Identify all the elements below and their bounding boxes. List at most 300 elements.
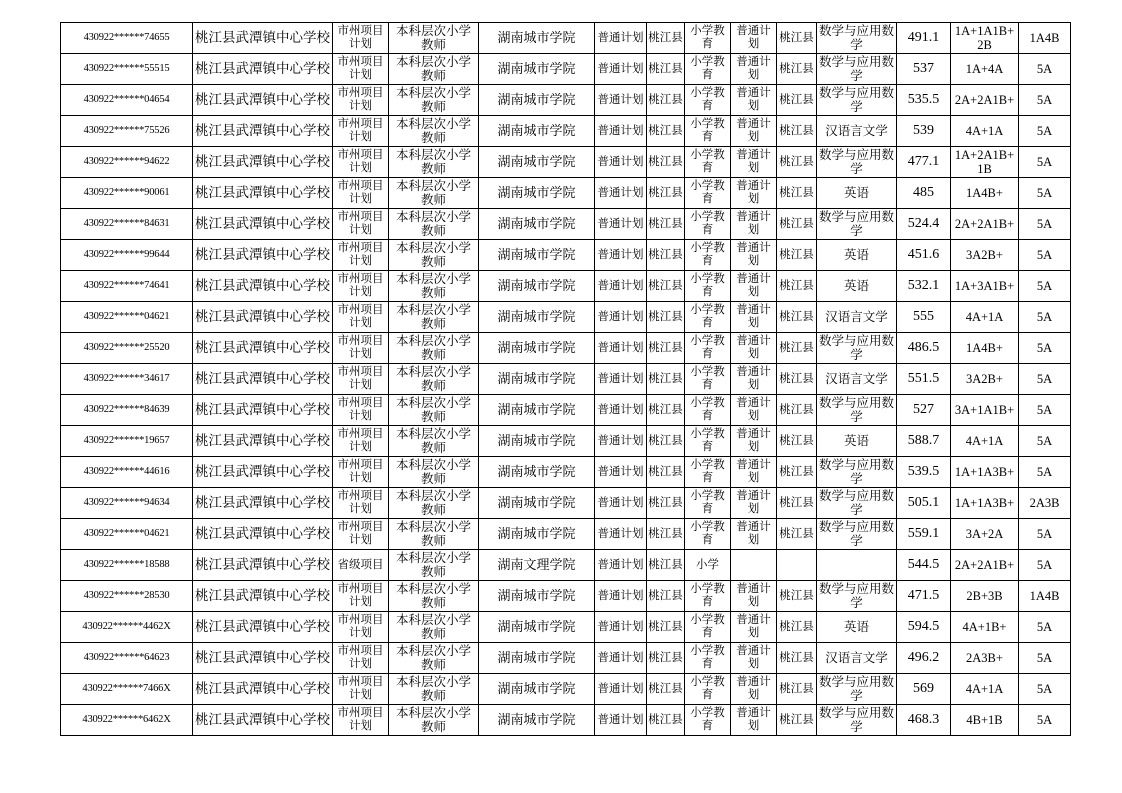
cell-training-level: 本科层次小学教师 [389,457,479,488]
cell-preference-code-2: 2A3B [1019,488,1071,519]
cell-score: 486.5 [897,333,951,364]
cell-preference-code-2: 5A [1019,457,1071,488]
cell-graduating-school: 桃江县武潭镇中心学校 [193,333,333,364]
cell-school-stage: 小学教育 [685,271,731,302]
cell-target-county: 桃江县 [647,209,685,240]
cell-major: 数学与应用数学 [817,581,897,612]
cell-score: 569 [897,674,951,705]
table-row [61,550,1071,581]
cell-plan-category: 市州项目计划 [333,581,389,612]
cell-plan-type: 普通计划 [731,333,777,364]
cell-plan-category: 市州项目计划 [333,364,389,395]
cell-school-stage: 小学教育 [685,612,731,643]
cell-graduating-school: 桃江县武潭镇中心学校 [193,395,333,426]
cell-school-stage: 小学教育 [685,240,731,271]
cell-preference-code-1: 4A+1A [951,426,1019,457]
cell-preference-code-1: 2A+2A1B+ [951,85,1019,116]
cell-plan-type: 普通计划 [731,54,777,85]
table-row [61,581,1071,612]
cell-plan-nature: 普通计划 [595,85,647,116]
cell-candidate-id: 430922******4462X [61,612,193,643]
cell-candidate-id: 430922******94634 [61,488,193,519]
cell-score: 535.5 [897,85,951,116]
table-row [61,54,1071,85]
cell-employment-county: 桃江县 [777,705,817,736]
cell-school-stage: 小学教育 [685,457,731,488]
cell-school-stage: 小学教育 [685,85,731,116]
cell-candidate-id: 430922******75526 [61,116,193,147]
cell-graduating-school: 桃江县武潭镇中心学校 [193,364,333,395]
cell-preference-code-1: 2B+3B [951,581,1019,612]
cell-school-stage: 小学教育 [685,23,731,54]
cell-employment-county: 桃江县 [777,674,817,705]
cell-graduating-school: 桃江县武潭镇中心学校 [193,178,333,209]
cell-plan-nature: 普通计划 [595,302,647,333]
cell-preference-code-2: 5A [1019,85,1071,116]
cell-graduating-school: 桃江县武潭镇中心学校 [193,209,333,240]
cell-target-county: 桃江县 [647,85,685,116]
cell-school-stage: 小学 [685,550,731,581]
cell-plan-nature: 普通计划 [595,333,647,364]
cell-plan-nature: 普通计划 [595,23,647,54]
cell-training-university: 湖南城市学院 [479,395,595,426]
cell-graduating-school: 桃江县武潭镇中心学校 [193,147,333,178]
cell-training-university: 湖南城市学院 [479,302,595,333]
cell-plan-category: 省级项目 [333,550,389,581]
cell-score: 524.4 [897,209,951,240]
cell-school-stage: 小学教育 [685,581,731,612]
cell-plan-nature: 普通计划 [595,116,647,147]
table-row [61,643,1071,674]
cell-employment-county: 桃江县 [777,240,817,271]
cell-school-stage: 小学教育 [685,147,731,178]
cell-plan-category: 市州项目计划 [333,116,389,147]
cell-preference-code-2: 5A [1019,612,1071,643]
cell-score: 496.2 [897,643,951,674]
cell-employment-county: 桃江县 [777,488,817,519]
cell-target-county: 桃江县 [647,519,685,550]
cell-preference-code-1: 2A+2A1B+ [951,209,1019,240]
cell-training-university: 湖南城市学院 [479,581,595,612]
cell-plan-nature: 普通计划 [595,550,647,581]
cell-major: 数学与应用数学 [817,674,897,705]
cell-employment-county: 桃江县 [777,178,817,209]
cell-training-level: 本科层次小学教师 [389,395,479,426]
cell-preference-code-1: 4A+1B+ [951,612,1019,643]
cell-training-level: 本科层次小学教师 [389,705,479,736]
cell-target-county: 桃江县 [647,581,685,612]
cell-score: 477.1 [897,147,951,178]
cell-major: 英语 [817,271,897,302]
cell-employment-county: 桃江县 [777,581,817,612]
cell-plan-nature: 普通计划 [595,240,647,271]
cell-candidate-id: 430922******94622 [61,147,193,178]
cell-graduating-school: 桃江县武潭镇中心学校 [193,674,333,705]
cell-plan-type: 普通计划 [731,178,777,209]
cell-plan-nature: 普通计划 [595,643,647,674]
cell-score: 451.6 [897,240,951,271]
table-row [61,85,1071,116]
cell-plan-category: 市州项目计划 [333,209,389,240]
cell-plan-type: 普通计划 [731,395,777,426]
cell-plan-type: 普通计划 [731,147,777,178]
table-row [61,240,1071,271]
cell-employment-county: 桃江县 [777,116,817,147]
cell-preference-code-1: 1A+1A3B+ [951,457,1019,488]
cell-plan-nature: 普通计划 [595,147,647,178]
cell-score: 544.5 [897,550,951,581]
cell-major: 英语 [817,612,897,643]
cell-plan-nature: 普通计划 [595,271,647,302]
cell-training-level: 本科层次小学教师 [389,147,479,178]
cell-plan-type [731,550,777,581]
cell-preference-code-2: 1A4B [1019,581,1071,612]
cell-employment-county: 桃江县 [777,147,817,178]
table-row [61,674,1071,705]
cell-major [817,550,897,581]
cell-candidate-id: 430922******28530 [61,581,193,612]
cell-plan-type: 普通计划 [731,488,777,519]
cell-preference-code-1: 1A4B+ [951,178,1019,209]
cell-plan-type: 普通计划 [731,426,777,457]
cell-employment-county: 桃江县 [777,643,817,674]
cell-training-level: 本科层次小学教师 [389,364,479,395]
cell-employment-county: 桃江县 [777,302,817,333]
cell-major: 数学与应用数学 [817,457,897,488]
cell-school-stage: 小学教育 [685,643,731,674]
cell-employment-county: 桃江县 [777,364,817,395]
cell-training-university: 湖南城市学院 [479,85,595,116]
cell-plan-category: 市州项目计划 [333,147,389,178]
table-row [61,519,1071,550]
cell-graduating-school: 桃江县武潭镇中心学校 [193,240,333,271]
cell-major: 英语 [817,240,897,271]
cell-employment-county: 桃江县 [777,457,817,488]
cell-score: 485 [897,178,951,209]
cell-plan-nature: 普通计划 [595,519,647,550]
cell-preference-code-1: 1A+4A [951,54,1019,85]
cell-employment-county: 桃江县 [777,426,817,457]
cell-training-university: 湖南城市学院 [479,457,595,488]
cell-plan-category: 市州项目计划 [333,85,389,116]
cell-training-level: 本科层次小学教师 [389,23,479,54]
cell-score: 532.1 [897,271,951,302]
cell-candidate-id: 430922******6462X [61,705,193,736]
cell-training-university: 湖南城市学院 [479,705,595,736]
cell-plan-category: 市州项目计划 [333,178,389,209]
cell-plan-nature: 普通计划 [595,426,647,457]
cell-preference-code-2: 5A [1019,271,1071,302]
cell-plan-category: 市州项目计划 [333,302,389,333]
cell-plan-nature: 普通计划 [595,581,647,612]
cell-graduating-school: 桃江县武潭镇中心学校 [193,426,333,457]
cell-preference-code-2: 5A [1019,240,1071,271]
cell-target-county: 桃江县 [647,364,685,395]
cell-score: 555 [897,302,951,333]
cell-training-level: 本科层次小学教师 [389,116,479,147]
cell-candidate-id: 430922******04621 [61,302,193,333]
cell-candidate-id: 430922******25520 [61,333,193,364]
cell-employment-county: 桃江县 [777,333,817,364]
table-row [61,209,1071,240]
cell-preference-code-2: 5A [1019,519,1071,550]
cell-preference-code-1: 4A+1A [951,674,1019,705]
cell-target-county: 桃江县 [647,54,685,85]
cell-candidate-id: 430922******34617 [61,364,193,395]
cell-graduating-school: 桃江县武潭镇中心学校 [193,457,333,488]
table-row [61,302,1071,333]
cell-training-level: 本科层次小学教师 [389,643,479,674]
cell-target-county: 桃江县 [647,116,685,147]
cell-employment-county: 桃江县 [777,271,817,302]
cell-plan-nature: 普通计划 [595,178,647,209]
cell-training-level: 本科层次小学教师 [389,519,479,550]
cell-school-stage: 小学教育 [685,302,731,333]
cell-graduating-school: 桃江县武潭镇中心学校 [193,519,333,550]
cell-preference-code-1: 4A+1A [951,116,1019,147]
cell-training-university: 湖南城市学院 [479,426,595,457]
cell-plan-category: 市州项目计划 [333,457,389,488]
cell-major: 数学与应用数学 [817,705,897,736]
cell-plan-type: 普通计划 [731,457,777,488]
cell-training-level: 本科层次小学教师 [389,302,479,333]
table-row [61,395,1071,426]
table-row [61,364,1071,395]
cell-preference-code-1: 3A+1A1B+ [951,395,1019,426]
table-row [61,457,1071,488]
cell-preference-code-1: 1A+2A1B+1B [951,147,1019,178]
cell-candidate-id: 430922******04621 [61,519,193,550]
cell-training-level: 本科层次小学教师 [389,178,479,209]
cell-preference-code-1: 4B+1B [951,705,1019,736]
cell-training-university: 湖南城市学院 [479,54,595,85]
cell-score: 594.5 [897,612,951,643]
cell-major: 数学与应用数学 [817,488,897,519]
cell-preference-code-2: 5A [1019,395,1071,426]
cell-training-level: 本科层次小学教师 [389,488,479,519]
cell-school-stage: 小学教育 [685,519,731,550]
cell-plan-category: 市州项目计划 [333,705,389,736]
cell-preference-code-1: 1A+1A3B+ [951,488,1019,519]
cell-plan-type: 普通计划 [731,23,777,54]
cell-training-university: 湖南城市学院 [479,674,595,705]
cell-candidate-id: 430922******04654 [61,85,193,116]
cell-training-level: 本科层次小学教师 [389,612,479,643]
table-row [61,426,1071,457]
cell-plan-nature: 普通计划 [595,705,647,736]
cell-target-county: 桃江县 [647,705,685,736]
cell-training-level: 本科层次小学教师 [389,581,479,612]
cell-plan-category: 市州项目计划 [333,23,389,54]
cell-plan-nature: 普通计划 [595,612,647,643]
cell-preference-code-1: 3A+2A [951,519,1019,550]
cell-plan-type: 普通计划 [731,116,777,147]
cell-target-county: 桃江县 [647,457,685,488]
cell-major: 数学与应用数学 [817,54,897,85]
cell-school-stage: 小学教育 [685,364,731,395]
cell-plan-type: 普通计划 [731,240,777,271]
cell-target-county: 桃江县 [647,395,685,426]
cell-plan-type: 普通计划 [731,209,777,240]
cell-plan-nature: 普通计划 [595,54,647,85]
table-row [61,705,1071,736]
cell-training-level: 本科层次小学教师 [389,333,479,364]
cell-plan-category: 市州项目计划 [333,54,389,85]
cell-target-county: 桃江县 [647,147,685,178]
cell-graduating-school: 桃江县武潭镇中心学校 [193,23,333,54]
cell-preference-code-2: 5A [1019,643,1071,674]
cell-employment-county: 桃江县 [777,85,817,116]
cell-graduating-school: 桃江县武潭镇中心学校 [193,550,333,581]
cell-employment-county: 桃江县 [777,395,817,426]
cell-preference-code-2: 5A [1019,147,1071,178]
cell-training-level: 本科层次小学教师 [389,209,479,240]
cell-candidate-id: 430922******55515 [61,54,193,85]
cell-training-university: 湖南文理学院 [479,550,595,581]
cell-training-university: 湖南城市学院 [479,178,595,209]
cell-score: 505.1 [897,488,951,519]
cell-major: 英语 [817,178,897,209]
cell-target-county: 桃江县 [647,643,685,674]
cell-score: 527 [897,395,951,426]
cell-plan-category: 市州项目计划 [333,519,389,550]
cell-plan-category: 市州项目计划 [333,674,389,705]
cell-plan-type: 普通计划 [731,302,777,333]
cell-training-university: 湖南城市学院 [479,519,595,550]
cell-plan-type: 普通计划 [731,705,777,736]
cell-major: 数学与应用数学 [817,333,897,364]
cell-school-stage: 小学教育 [685,333,731,364]
cell-preference-code-2: 5A [1019,364,1071,395]
cell-school-stage: 小学教育 [685,705,731,736]
cell-score: 537 [897,54,951,85]
cell-target-county: 桃江县 [647,178,685,209]
cell-training-university: 湖南城市学院 [479,612,595,643]
cell-preference-code-2: 5A [1019,178,1071,209]
cell-major: 数学与应用数学 [817,85,897,116]
cell-preference-code-2: 1A4B [1019,23,1071,54]
cell-school-stage: 小学教育 [685,426,731,457]
cell-plan-category: 市州项目计划 [333,271,389,302]
cell-graduating-school: 桃江县武潭镇中心学校 [193,54,333,85]
cell-training-university: 湖南城市学院 [479,364,595,395]
cell-training-level: 本科层次小学教师 [389,85,479,116]
cell-graduating-school: 桃江县武潭镇中心学校 [193,705,333,736]
cell-score: 539.5 [897,457,951,488]
cell-target-county: 桃江县 [647,23,685,54]
cell-target-county: 桃江县 [647,426,685,457]
cell-plan-type: 普通计划 [731,581,777,612]
cell-target-county: 桃江县 [647,488,685,519]
cell-target-county: 桃江县 [647,612,685,643]
cell-preference-code-2: 5A [1019,550,1071,581]
cell-plan-type: 普通计划 [731,643,777,674]
cell-candidate-id: 430922******84631 [61,209,193,240]
cell-target-county: 桃江县 [647,550,685,581]
cell-graduating-school: 桃江县武潭镇中心学校 [193,116,333,147]
cell-candidate-id: 430922******64623 [61,643,193,674]
cell-candidate-id: 430922******7466X [61,674,193,705]
cell-major: 数学与应用数学 [817,147,897,178]
cell-preference-code-1: 3A2B+ [951,240,1019,271]
cell-candidate-id: 430922******18588 [61,550,193,581]
cell-major: 数学与应用数学 [817,395,897,426]
cell-score: 551.5 [897,364,951,395]
cell-candidate-id: 430922******84639 [61,395,193,426]
candidate-assignment-table [60,22,1071,736]
table-row [61,23,1071,54]
cell-training-university: 湖南城市学院 [479,23,595,54]
table-row [61,612,1071,643]
cell-score: 539 [897,116,951,147]
cell-graduating-school: 桃江县武潭镇中心学校 [193,488,333,519]
cell-candidate-id: 430922******74641 [61,271,193,302]
cell-target-county: 桃江县 [647,674,685,705]
cell-target-county: 桃江县 [647,333,685,364]
cell-candidate-id: 430922******74655 [61,23,193,54]
cell-plan-nature: 普通计划 [595,457,647,488]
cell-graduating-school: 桃江县武潭镇中心学校 [193,271,333,302]
cell-preference-code-1: 4A+1A [951,302,1019,333]
cell-candidate-id: 430922******90061 [61,178,193,209]
cell-preference-code-1: 1A+3A1B+ [951,271,1019,302]
cell-preference-code-2: 5A [1019,674,1071,705]
cell-school-stage: 小学教育 [685,488,731,519]
cell-major: 汉语言文学 [817,643,897,674]
cell-training-university: 湖南城市学院 [479,333,595,364]
cell-school-stage: 小学教育 [685,178,731,209]
cell-training-university: 湖南城市学院 [479,240,595,271]
cell-plan-category: 市州项目计划 [333,240,389,271]
cell-school-stage: 小学教育 [685,395,731,426]
cell-plan-category: 市州项目计划 [333,426,389,457]
table-row [61,178,1071,209]
cell-plan-type: 普通计划 [731,85,777,116]
cell-major: 汉语言文学 [817,116,897,147]
cell-training-university: 湖南城市学院 [479,643,595,674]
cell-plan-nature: 普通计划 [595,488,647,519]
cell-preference-code-1: 1A4B+ [951,333,1019,364]
cell-school-stage: 小学教育 [685,116,731,147]
cell-employment-county: 桃江县 [777,209,817,240]
cell-preference-code-1: 3A2B+ [951,364,1019,395]
cell-major: 数学与应用数学 [817,519,897,550]
cell-preference-code-2: 5A [1019,209,1071,240]
cell-major: 汉语言文学 [817,364,897,395]
cell-plan-type: 普通计划 [731,519,777,550]
cell-plan-nature: 普通计划 [595,395,647,426]
cell-major: 英语 [817,426,897,457]
cell-target-county: 桃江县 [647,271,685,302]
cell-graduating-school: 桃江县武潭镇中心学校 [193,581,333,612]
cell-school-stage: 小学教育 [685,674,731,705]
cell-plan-category: 市州项目计划 [333,395,389,426]
cell-plan-type: 普通计划 [731,612,777,643]
cell-candidate-id: 430922******19657 [61,426,193,457]
cell-training-university: 湖南城市学院 [479,271,595,302]
cell-graduating-school: 桃江县武潭镇中心学校 [193,643,333,674]
cell-plan-category: 市州项目计划 [333,333,389,364]
table-body [61,23,1071,736]
cell-preference-code-2: 5A [1019,302,1071,333]
cell-plan-type: 普通计划 [731,674,777,705]
cell-graduating-school: 桃江县武潭镇中心学校 [193,85,333,116]
cell-score: 471.5 [897,581,951,612]
cell-employment-county: 桃江县 [777,54,817,85]
cell-training-level: 本科层次小学教师 [389,426,479,457]
cell-preference-code-2: 5A [1019,705,1071,736]
cell-training-level: 本科层次小学教师 [389,674,479,705]
